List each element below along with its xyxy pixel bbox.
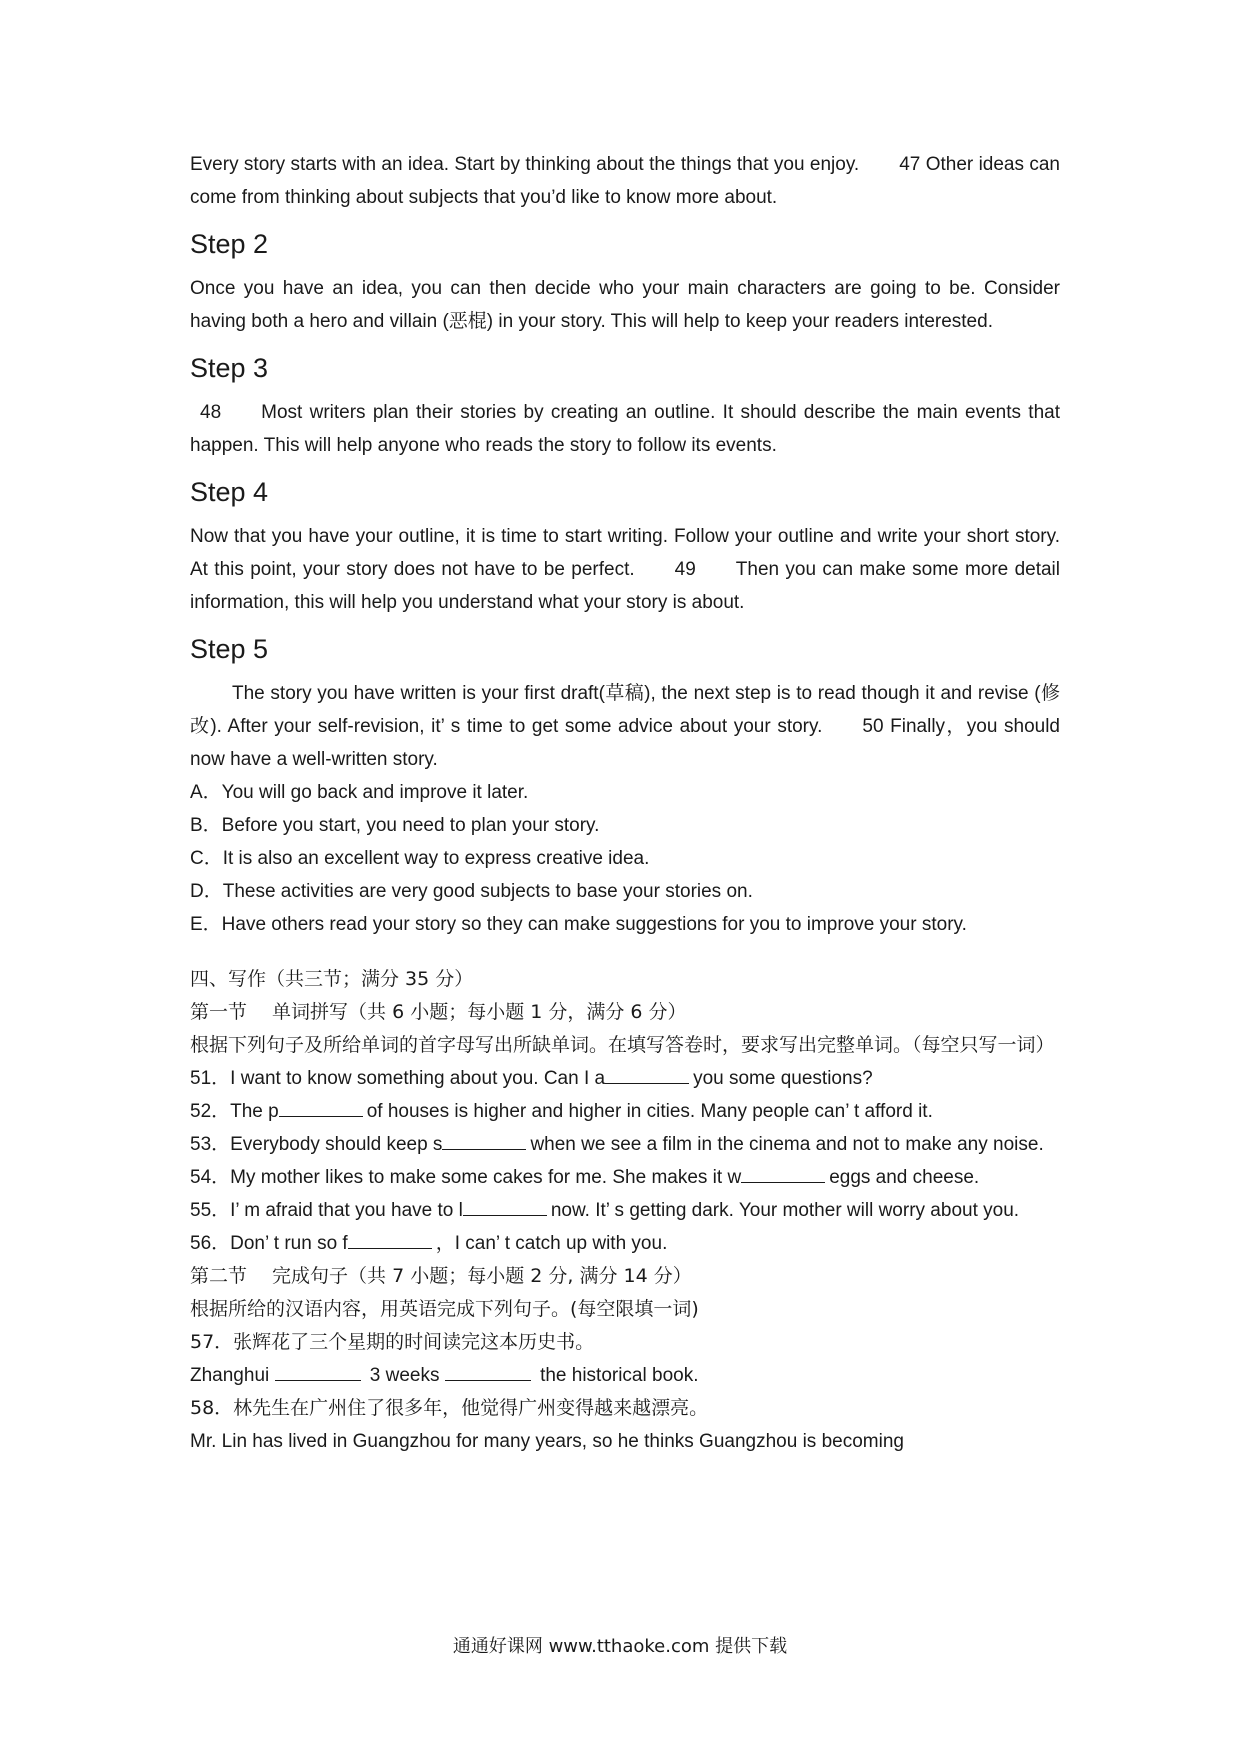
option-e: E．Have others read your story so they can make suggestions for you to improve your story.: [190, 914, 967, 935]
answer-blank: [348, 1230, 432, 1249]
blank-47: 47: [899, 154, 921, 175]
step2-paragraph: Once you have an idea, you can then decide who your main characters are going to be. Consider having both a hero and villain (恶棍) in your story. This will help to keep your readers interested.: [190, 278, 1060, 332]
step3-heading: Step 3: [190, 353, 269, 383]
section1-title: 第一节 单词拼写（共 6 小题；每小题 1 分，满分 6 分）: [190, 1001, 687, 1023]
section2-instructions: 根据所给的汉语内容，用英语完成下列句子。(每空限填一词): [190, 1298, 699, 1320]
answer-blank: [442, 1131, 526, 1150]
step4-heading: Step 4: [190, 477, 269, 507]
question-57-english: Zhanghui 3 weeks the historical book.: [190, 1359, 1060, 1392]
answer-blank: [463, 1197, 547, 1216]
option-a: A．You will go back and improve it later.: [190, 782, 529, 803]
section2-title: 第二节 完成句子（共 7 小题；每小题 2 分, 满分 14 分）: [190, 1265, 692, 1287]
question-54: 54．My mother likes to make some cakes for me. She makes it w eggs and cheese.: [190, 1161, 1060, 1194]
question-58-english: Mr. Lin has lived in Guangzhou for many years, so he thinks Guangzhou is becoming: [190, 1431, 904, 1452]
answer-blank: [279, 1098, 363, 1117]
answer-blank: [741, 1164, 825, 1183]
step2-heading: Step 2: [190, 229, 269, 259]
option-b: B．Before you start, you need to plan your story.: [190, 815, 600, 836]
option-d: D．These activities are very good subjects to base your stories on.: [190, 881, 753, 902]
question-52: 52．The p of houses is higher and higher in cities. Many people can’ t afford it.: [190, 1095, 1060, 1128]
step5-heading: Step 5: [190, 634, 269, 664]
part4-title: 四、写作（共三节；满分 35 分）: [190, 968, 474, 990]
question-55: 55．I’ m afraid that you have to l now. It’ s getting dark. Your mother will worry about you.: [190, 1194, 1060, 1227]
section1-instructions: 根据下列句子及所给单词的首字母写出所缺单词。在填写答卷时，要求写出完整单词。（每空只写一词）: [190, 1034, 1055, 1056]
step3-paragraph: 48 Most writers plan their stories by creating an outline. It should describe the main events that happen. This will help anyone who reads the story to follow its events.: [190, 402, 1060, 456]
option-c: C．It is also an excellent way to express creative idea.: [190, 848, 650, 869]
answer-blank: [275, 1362, 361, 1381]
question-56: 56．Don’ t run so f ，I can’ t catch up with you.: [190, 1227, 1060, 1260]
answer-blank: [605, 1065, 689, 1084]
step4-paragraph: Now that you have your outline, it is time to start writing. Follow your outline and write your short story. At this point, your story does not have to be perfect. 49 Then you can make some more detail information, this will help you understand what your story is about.: [190, 526, 1060, 613]
answer-options: [190, 776, 1060, 941]
blank-49: 49: [674, 559, 696, 580]
answer-blank: [445, 1362, 531, 1381]
step5-paragraph: The story you have written is your first draft(草稿), the next step is to read though it and revise (修改). After your self-revision, it’ s time to get some advice about your story. 50 Finally，you should now have a well-written story.: [190, 683, 1061, 770]
document-body: [190, 148, 1060, 1458]
question-57-chinese: 57．张辉花了三个星期的时间读完这本历史书。: [190, 1331, 595, 1353]
question-58-chinese: 58．林先生在广州住了很多年，他觉得广州变得越来越漂亮。: [190, 1397, 709, 1419]
page-footer: 通通好课网 www.tthaoke.com 提供下载: [452, 1636, 788, 1657]
blank-50: 50: [862, 716, 884, 737]
question-53: 53．Everybody should keep s when we see a film in the cinema and not to make any noise.: [190, 1128, 1060, 1161]
question-51: 51．I want to know something about you. Can I a you some questions?: [190, 1062, 1060, 1095]
step1-paragraph: Every story starts with an idea. Start by thinking about the things that you enjoy. 47 Other ideas can come from thinking about subjects that you’d like to know more about.: [190, 154, 1060, 208]
blank-48: 48: [200, 402, 222, 423]
